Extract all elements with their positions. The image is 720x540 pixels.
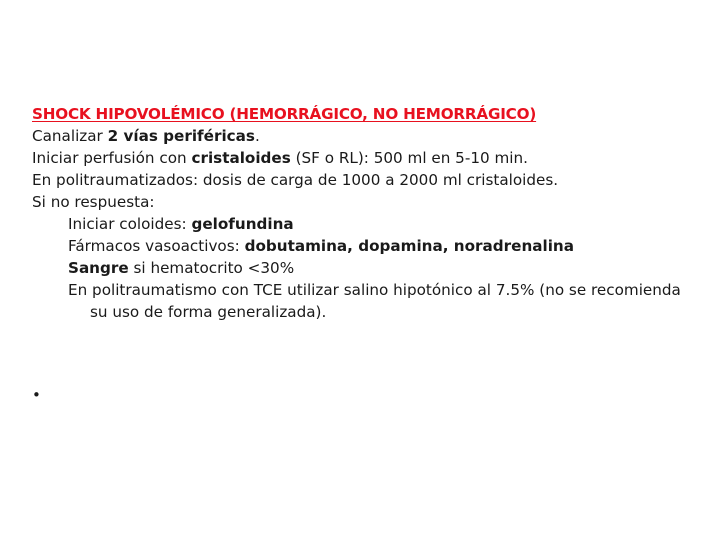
text-segment: (SF o RL): 500 ml en 5-10 min. — [290, 149, 528, 167]
text-line-6 — [32, 235, 702, 257]
text-line-8: En politraumatismo con TCE utilizar salino hipotónico al 7.5% (no se recomienda su uso de forma generalizada). — [68, 281, 681, 321]
text-segment: si hematocrito <30% — [128, 259, 295, 277]
text-line-7 — [32, 257, 702, 279]
text-line-1 — [32, 125, 702, 147]
text-line-3: En politraumatizados: dosis de carga de 1000 a 2000 ml cristaloides. — [32, 171, 559, 189]
bold-term: gelofundina — [191, 215, 294, 233]
empty-bullet: • — [32, 386, 41, 404]
bold-term: Sangre — [68, 259, 129, 277]
slide-content — [32, 103, 702, 323]
bold-term: cristaloides — [191, 149, 291, 167]
text-segment: Iniciar perfusión con — [32, 149, 192, 167]
text-segment: Canalizar — [32, 127, 108, 145]
slide-heading: SHOCK HIPOVOLÉMICO (HEMORRÁGICO, NO HEMORRÁGICO) — [32, 105, 537, 123]
text-segment: . — [254, 127, 260, 145]
bold-term: 2 vías periféricas — [107, 127, 255, 145]
bold-term: dobutamina, dopamina, noradrenalina — [244, 237, 574, 255]
text-line-2 — [32, 147, 702, 169]
text-line-5 — [32, 213, 702, 235]
text-segment: Fármacos vasoactivos: — [68, 237, 245, 255]
text-segment: Iniciar coloides: — [68, 215, 192, 233]
text-line-4: Si no respuesta: — [32, 193, 155, 211]
